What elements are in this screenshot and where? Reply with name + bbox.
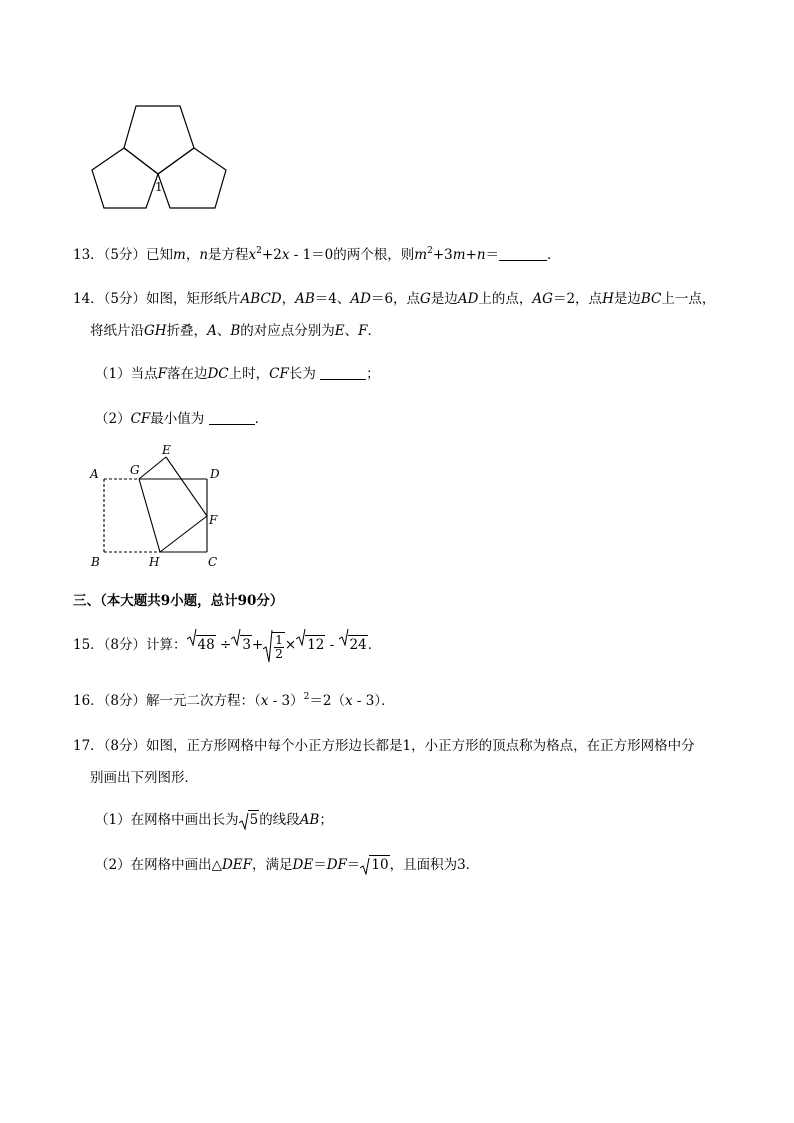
q14-ad: AD xyxy=(350,291,371,307)
question-16 xyxy=(73,689,395,709)
q17-p1-text: （1）在网格中画出长为 xyxy=(95,812,239,828)
q17-p2-text: ，满足 xyxy=(252,857,293,873)
q14-text: 是边 xyxy=(430,291,458,307)
q14-ad: AD xyxy=(457,291,479,307)
sqrt-24 xyxy=(339,628,368,662)
q14-text: 14．（5分）如图，矩形纸片 xyxy=(73,291,241,307)
q14-text: 将纸片沿 xyxy=(90,323,144,339)
radical-sign-icon xyxy=(339,628,349,646)
sqrt-48 xyxy=(187,628,216,662)
angle-1-label: 1 xyxy=(155,180,163,194)
label-B: B xyxy=(91,555,100,569)
q17-p2-df: DF xyxy=(326,857,347,873)
q15-radicand: 3 xyxy=(242,637,251,653)
question-14-line1 xyxy=(73,287,715,307)
q13-var-m: m xyxy=(452,247,466,263)
label-C: C xyxy=(208,555,218,569)
fraction-one-half xyxy=(272,632,285,661)
q14-ab: AB xyxy=(295,291,315,307)
radical-sign-icon xyxy=(360,857,370,875)
q14-text: ＝2，点 xyxy=(552,291,603,307)
question-14-part1 xyxy=(95,362,380,382)
radical-sign-icon xyxy=(239,812,249,830)
sqrt-3 xyxy=(231,628,252,662)
q13-var-m: m xyxy=(173,247,186,263)
question-14-line2 xyxy=(90,319,381,339)
radical-sign-icon xyxy=(296,628,306,646)
pentagon-top xyxy=(124,106,194,174)
q13-comma: ， xyxy=(185,247,200,263)
label-A: A xyxy=(90,467,99,481)
q14-p1-cf: CF xyxy=(269,366,289,382)
q14-b: B xyxy=(230,323,241,339)
label-D: D xyxy=(210,467,220,481)
q17-p1-end: ； xyxy=(319,812,333,828)
q17-radicand: 5 xyxy=(249,812,259,828)
q17-p2-text: ，且面积为3． xyxy=(389,857,480,873)
q14-a: A xyxy=(207,323,217,339)
q14-text: 是边 xyxy=(613,291,641,307)
q16-text: ＝2（ xyxy=(309,693,345,709)
label-E: E xyxy=(162,443,171,457)
q14-gh: GH xyxy=(144,323,167,339)
segment-FH xyxy=(160,516,207,552)
pentagon-left xyxy=(92,148,158,208)
q14-p1-dc: DC xyxy=(207,366,229,382)
q13-var-m: m xyxy=(414,247,428,263)
radical-sign-icon xyxy=(263,629,273,663)
q13-plus: + xyxy=(465,247,477,263)
question-14-part2 xyxy=(95,407,268,427)
sqrt-5 xyxy=(239,812,260,828)
folded-rectangle-figure xyxy=(85,438,225,570)
q17-p2-de: DE xyxy=(292,857,314,873)
pentagon-right xyxy=(158,148,226,208)
q13-text: 13．（5分）已知 xyxy=(73,247,174,263)
question-17-line1: 17．（8分）如图，正方形网格中每个小正方形边长都是1，小正方形的顶点称为格点，在正方形网格中分 xyxy=(73,738,695,754)
fraction-denominator: 2 xyxy=(275,646,283,661)
q14-p2-text: 最小值为 xyxy=(150,411,205,427)
q16-text: - 3） xyxy=(268,693,304,709)
radical-sign-icon xyxy=(187,628,197,646)
label-G: G xyxy=(130,463,140,477)
q17-p2-def: DEF xyxy=(221,857,253,873)
q13-var-x: x xyxy=(248,247,257,263)
q16-text: 16．（8分）解一元二次方程：（ xyxy=(73,693,261,709)
q13-text: +2 xyxy=(261,247,282,263)
q14-text: 、 xyxy=(344,323,359,339)
radical-sign-icon xyxy=(231,628,241,646)
q14-text: ＝4、 xyxy=(314,291,351,307)
q14-text: 的对应点分别为 xyxy=(240,323,335,339)
q15-radicand: 12 xyxy=(307,637,325,653)
q14-p1-text: 长为 xyxy=(288,366,316,382)
q14-p2-end: ． xyxy=(254,411,269,427)
fraction-numerator: 1 xyxy=(275,632,283,647)
q14-ag: AG xyxy=(532,291,553,307)
q14-text: 上的点， xyxy=(478,291,533,307)
q13-text: - 1＝0的两个根，则 xyxy=(289,247,415,263)
q15-radicand: 24 xyxy=(349,637,367,653)
q16-var-x: x xyxy=(260,693,269,709)
question-13 xyxy=(73,243,561,263)
q17-p2-eq: ＝ xyxy=(346,857,361,873)
q14-p1-end: ； xyxy=(366,366,380,382)
q16-exponent: 2 xyxy=(303,692,310,702)
question-17-part2 xyxy=(95,853,479,873)
q13-var-n: n xyxy=(476,247,486,263)
q14-abcd: ABCD xyxy=(240,291,282,307)
q14-p1-text: 上时， xyxy=(228,366,270,382)
q15-radicand: 48 xyxy=(197,637,215,653)
segment-EF xyxy=(166,457,207,516)
q13-var-x: x xyxy=(281,247,290,263)
three-pentagons-figure xyxy=(85,100,235,215)
q13-var-n: n xyxy=(199,247,209,263)
question-15 xyxy=(73,628,381,663)
sqrt-12 xyxy=(296,628,325,662)
q15-minus: - xyxy=(325,637,339,653)
q14-text: ＝6，点 xyxy=(370,291,421,307)
q15-times: × xyxy=(284,637,297,653)
question-17-part1 xyxy=(95,808,333,828)
q17-radicand: 10 xyxy=(371,857,389,873)
sqrt-10 xyxy=(360,857,389,873)
segment-GE xyxy=(139,457,166,479)
question-17-line2: 别画出下列图形． xyxy=(90,770,198,786)
q14-part1-answer-blank[interactable] xyxy=(320,365,366,380)
q14-p1-text: 落在边 xyxy=(166,366,208,382)
label-H: H xyxy=(149,555,160,569)
q15-divide: ÷ xyxy=(215,637,232,653)
q14-e: E xyxy=(334,323,345,339)
q14-text: ， xyxy=(281,291,296,307)
q13-exponent: 2 xyxy=(427,246,433,256)
q14-p1-text: （1）当点 xyxy=(95,366,158,382)
q14-part2-answer-blank[interactable] xyxy=(209,410,255,425)
sqrt-one-half xyxy=(263,629,285,663)
q14-text: 上一点， xyxy=(661,291,716,307)
q14-f: F xyxy=(358,323,368,339)
q14-h: H xyxy=(602,291,614,307)
q17-p2-text: （2）在网格中画出△ xyxy=(95,857,222,873)
q15-text: 15．（8分）计算： xyxy=(73,637,187,653)
q14-bc: BC xyxy=(640,291,662,307)
q14-p2-cf: CF xyxy=(130,411,151,427)
segment-GH xyxy=(139,479,160,552)
q14-text: 折叠， xyxy=(166,323,208,339)
q16-var-x: x xyxy=(344,693,353,709)
q15-period: ． xyxy=(367,637,382,653)
q13-text: +3 xyxy=(432,247,453,263)
section-3-heading: 三、（本大题共9小题，总计90分） xyxy=(73,593,284,609)
label-F: F xyxy=(209,513,218,527)
q14-text: 、 xyxy=(216,323,231,339)
q13-equals: ＝ xyxy=(485,247,500,263)
q14-p2-text: （2） xyxy=(95,411,131,427)
q13-answer-blank[interactable] xyxy=(499,246,547,261)
q16-text: - 3）． xyxy=(352,693,395,709)
q13-text: 是方程 xyxy=(208,247,249,263)
q13-period: ． xyxy=(547,247,561,263)
q13-exponent: 2 xyxy=(256,246,262,256)
q17-p1-text: 的线段 xyxy=(259,812,300,828)
q14-g: G xyxy=(420,291,431,307)
q15-plus: + xyxy=(251,637,264,653)
q14-text: ． xyxy=(367,323,381,339)
q17-p1-ab: AB xyxy=(299,812,320,828)
q17-p2-eq: ＝ xyxy=(313,857,327,873)
q14-p1-f: F xyxy=(157,366,167,382)
